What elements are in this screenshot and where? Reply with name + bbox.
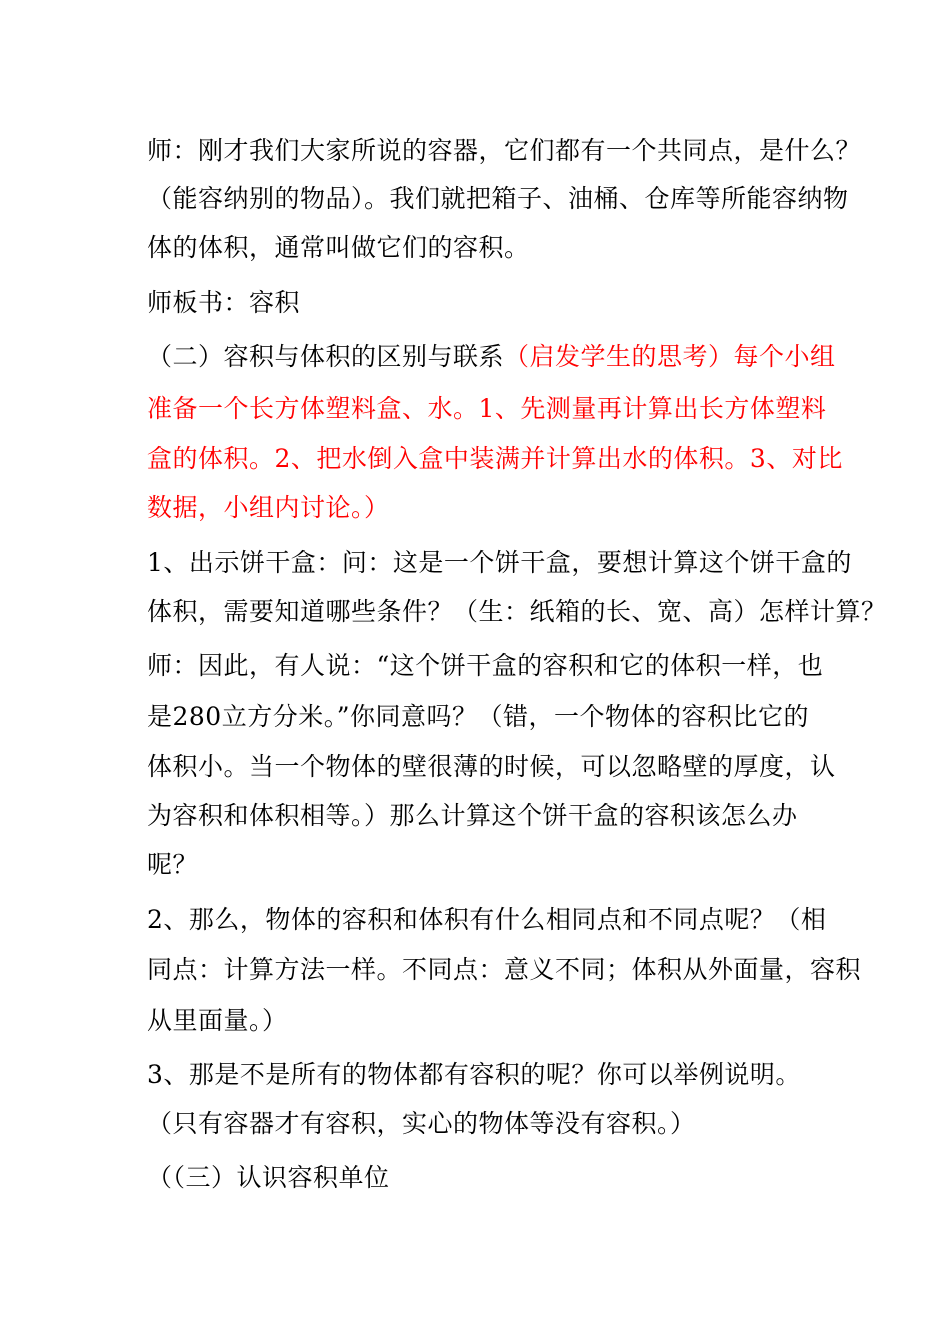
text-run: 呢？: [147, 850, 199, 879]
text-line: [147, 233, 837, 263]
text-line: [147, 136, 862, 166]
text-line: [147, 394, 837, 424]
text-run: 师板书：容积: [147, 288, 301, 317]
text-run: （只有容器才有容积，实心的物体等没有容积。）: [147, 1109, 696, 1138]
text-line: [147, 288, 837, 318]
highlighted-text-run: 准备一个长方体塑料盒、水。1、先测量再计算出长方体塑料: [147, 394, 827, 423]
highlighted-text-run: （启发学生的思考）每个小组: [504, 342, 836, 371]
text-run: （能容纳别的物品）。我们就把箱子、油桶、仓库等所能容纳物: [147, 184, 849, 213]
text-run: （（三）认识容积单位: [147, 1163, 390, 1192]
text-run: 3、那是不是所有的物体都有容积的呢？你可以举例说明。: [147, 1060, 801, 1089]
text-line: [147, 1109, 837, 1139]
text-line: [147, 850, 837, 880]
text-run: 2、那么，物体的容积和体积有什么相同点和不同点呢？（相: [147, 905, 827, 934]
text-line: [147, 597, 887, 627]
text-line: [147, 1006, 837, 1036]
text-run: 体积，需要知道哪些条件？（生：纸箱的长、宽、高）怎样计算？: [147, 597, 887, 626]
highlighted-text-run: 盒的体积。2、把水倒入盒中装满并计算出水的体积。3、对比: [147, 444, 843, 473]
text-line: [147, 444, 843, 474]
text-run: 为容积和体积相等。）那么计算这个饼干盒的容积该怎么办: [147, 801, 798, 830]
text-run: （二）容积与体积的区别与联系: [147, 342, 505, 371]
text-run: 1、出示饼干盒：问：这是一个饼干盒，要想计算这个饼干盒的: [147, 548, 852, 577]
text-line: [147, 955, 862, 985]
text-line: [147, 702, 837, 732]
highlighted-text-run: 数据，小组内讨论。）: [147, 493, 390, 522]
text-line: [147, 1163, 837, 1193]
text-line: [147, 548, 852, 578]
text-line: [147, 342, 837, 372]
text-line: [147, 184, 849, 214]
text-run: 师：因此，有人说：“这个饼干盒的容积和它的体积一样，也: [147, 651, 824, 680]
text-run: 体的体积，通常叫做它们的容积。: [147, 233, 530, 262]
text-line: [147, 493, 837, 523]
text-line: [147, 905, 837, 935]
text-line: [147, 1060, 837, 1090]
text-run: 体积小。当一个物体的壁很薄的时候，可以忽略壁的厚度，认: [147, 752, 836, 781]
text-line: [147, 752, 837, 782]
text-run: 师：刚才我们大家所说的容器，它们都有一个共同点，是什么？: [147, 136, 862, 165]
text-line: [147, 651, 837, 681]
text-run: 同点：计算方法一样。不同点：意义不同；体积从外面量，容积: [147, 955, 862, 984]
text-line: [147, 801, 837, 831]
text-run: 从里面量。）: [147, 1006, 288, 1035]
text-run: 是280立方分米。”你同意吗？（错，一个物体的容积比它的: [147, 702, 810, 731]
